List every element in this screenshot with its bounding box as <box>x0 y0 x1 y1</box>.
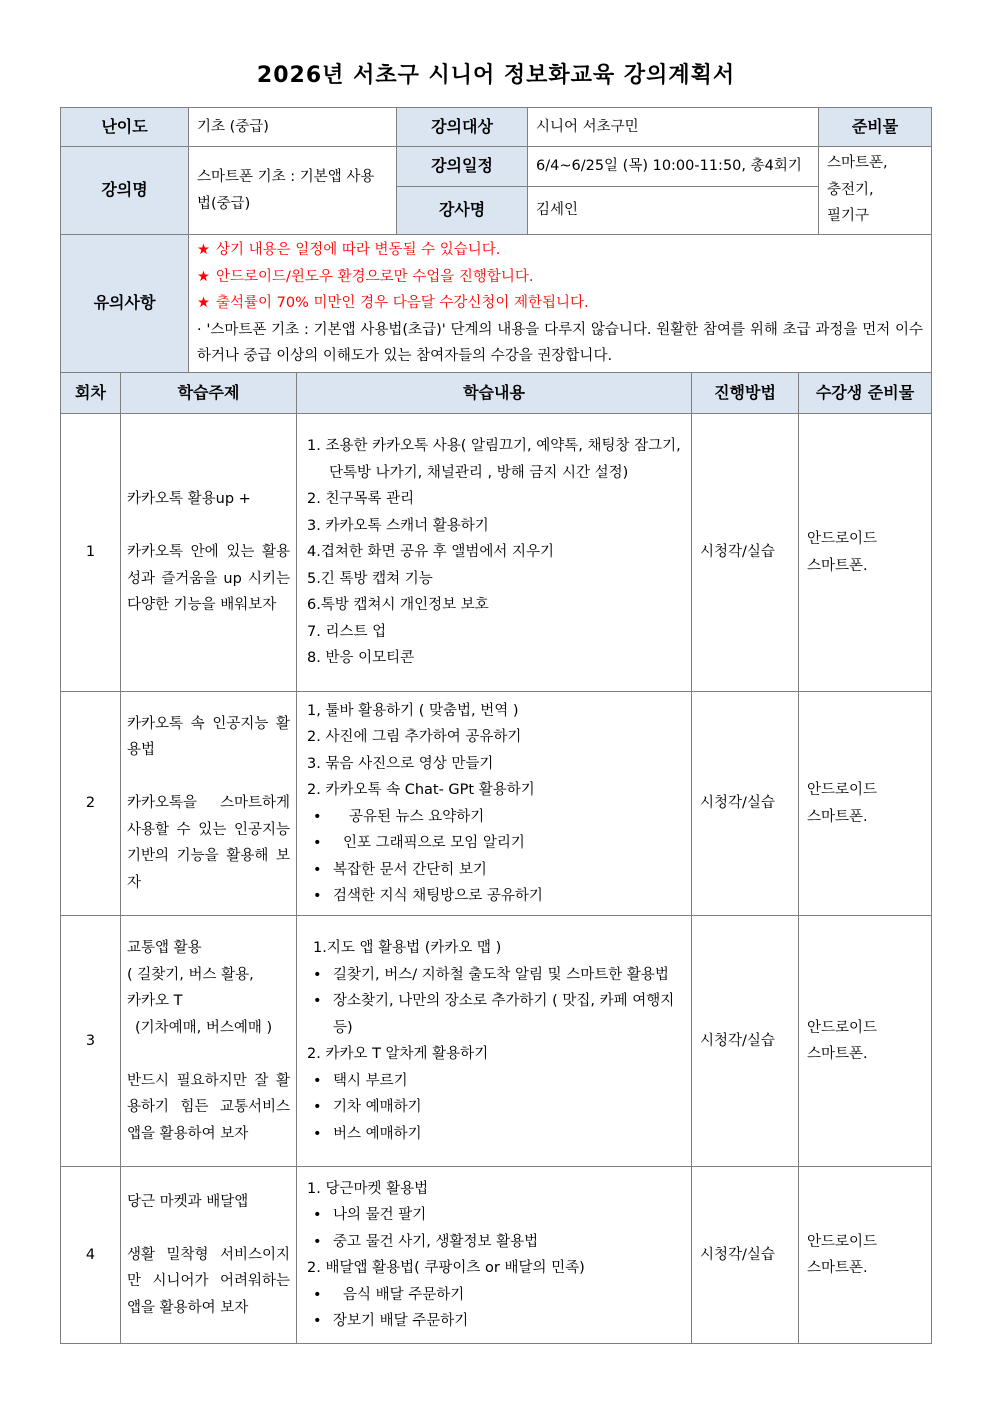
content-item: 1. 조용한 카카오톡 사용( 알림끄기, 예약톡, 채팅창 잠그기, 단톡방 나가기, 채널관리 , 방해 금지 시간 설정) <box>307 438 681 481</box>
instructor-label: 강사명 <box>397 187 528 235</box>
content-item: 2. 카카오톡 속 Chat- GPt 활용하기 <box>307 782 535 798</box>
topic-title: 교통앱 활용 <box>127 940 202 956</box>
content-bullet: • 장보기 배달 주문하기 <box>307 1308 681 1335</box>
col-header-no: 회차 <box>61 373 121 414</box>
content-cell <box>297 414 692 692</box>
prep-cell <box>799 414 932 692</box>
method-cell: 시청각/실습 <box>692 414 799 692</box>
notice-item: ★ 출석률이 70% 미만인 경우 다음달 수강신청이 제한됩니다. <box>197 295 589 312</box>
table-row <box>61 1167 932 1344</box>
page-title: 2026년 서초구 시니어 정보화교육 강의계획서 <box>256 63 736 88</box>
course-name-value: 스마트폰 기초 : 기본앱 사용법(중급) <box>189 147 397 235</box>
course-name-label: 강의명 <box>61 147 189 235</box>
content-cell <box>297 916 692 1167</box>
prep-line: 스마트폰. <box>807 1046 868 1062</box>
method-cell: 시청각/실습 <box>692 916 799 1167</box>
content-cell <box>297 1167 692 1344</box>
col-header-method: 진행방법 <box>692 373 799 414</box>
topic-description: 반드시 필요하지만 잘 활용하기 힘든 교통서비스 앱을 활용하여 보자 <box>127 1072 290 1142</box>
content-item: 8. 반응 이모티콘 <box>307 650 415 667</box>
content-item: 1. 당근마켓 활용법 <box>307 1180 429 1197</box>
content-item: 6.톡방 캡쳐시 개인정보 보호 <box>307 597 489 614</box>
content-bullet: • 길찾기, 버스/ 지하철 출도착 알림 및 스마트한 활용법 <box>307 962 681 989</box>
topic-description: 카카오톡 안에 있는 활용성과 즐거움을 up 시키는 다양한 기능을 배워보자 <box>127 544 290 614</box>
topic-title: 카카오톡 활용up + <box>127 491 251 508</box>
content-item: 2. 배달앱 활용법( 쿠팡이츠 or 배달의 민족) <box>307 1260 585 1276</box>
star-icon: ★ <box>197 295 210 312</box>
content-item: 2. 사진에 그림 추가하여 공유하기 <box>307 729 522 745</box>
topic-cell <box>121 1167 297 1344</box>
materials-item: 필기구 <box>827 208 870 224</box>
star-icon: ★ <box>197 242 210 259</box>
content-item: 2. 친구목록 관리 <box>307 491 415 508</box>
star-icon: ★ <box>197 268 210 285</box>
content-item: 3. 카카오톡 스캐너 활용하기 <box>307 517 489 534</box>
topic-title: 당근 마켓과 배달앱 <box>127 1193 249 1210</box>
session-number: 1 <box>61 414 121 692</box>
prep-line: 안드로이드 <box>807 1019 878 1036</box>
notice-label: 유의사항 <box>61 235 189 373</box>
content-bullet: • 장소찾기, 나만의 장소로 추가하기 ( 맛집, 카페 여행지 등) <box>307 988 681 1041</box>
topic-description: 카카오톡을 스마트하게 사용할 수 있는 인공지능 기반의 기능을 활용해 보자 <box>127 795 290 891</box>
topic-title: 카카오 T <box>127 993 183 1009</box>
schedule-value: 6/4~6/25일 (목) 10:00-11:50, 총4회기 <box>528 147 819 187</box>
content-item: 4.겹쳐한 화면 공유 후 앨범에서 지우기 <box>307 544 554 561</box>
topic-cell <box>121 692 297 916</box>
session-number: 3 <box>61 916 121 1167</box>
prep-line: 안드로이드 <box>807 782 878 798</box>
table-row <box>61 916 932 1167</box>
topic-title: ( 길찾기, 버스 활용, <box>127 966 254 983</box>
content-item: 3. 묶음 사진으로 영상 만들기 <box>307 755 494 772</box>
topic-title: 카카오톡 속 인공지능 활용법 <box>127 715 290 759</box>
notice-item: ★ 안드로이드/윈도우 환경으로만 수업을 진행합니다. <box>197 268 534 285</box>
content-bullet: • 중고 물건 사기, 생활정보 활용법 <box>307 1229 681 1256</box>
target-value: 시니어 서초구민 <box>528 108 819 147</box>
session-number: 4 <box>61 1167 121 1344</box>
content-bullet: • 인포 그래픽으로 모임 알리기 <box>307 830 681 857</box>
instructor-value: 김세인 <box>528 187 819 235</box>
topic-cell <box>121 414 297 692</box>
table-row <box>61 692 932 916</box>
target-label: 강의대상 <box>397 108 528 147</box>
materials-label: 준비물 <box>819 108 932 147</box>
col-header-content: 학습내용 <box>297 373 692 414</box>
topic-description: 생활 밀착형 서비스이지만 시니어가 어려워하는 앱을 활용하여 보자 <box>127 1246 290 1316</box>
prep-cell <box>799 1167 932 1344</box>
materials-item: 스마트폰, <box>827 155 888 171</box>
content-item: 7. 리스트 업 <box>307 623 387 640</box>
prep-line: 스마트폰. <box>807 557 868 574</box>
content-item: 1, 툴바 활용하기 ( 맞춤법, 번역 ) <box>307 702 519 719</box>
session-number: 2 <box>61 692 121 916</box>
content-cell <box>297 692 692 916</box>
prep-cell <box>799 916 932 1167</box>
content-bullet: • 음식 배달 주문하기 <box>307 1282 681 1309</box>
prep-cell <box>799 692 932 916</box>
difficulty-label: 난이도 <box>61 108 189 147</box>
content-bullet: • 택시 부르기 <box>307 1068 681 1095</box>
materials-item: 충전기, <box>827 181 874 198</box>
method-cell: 시청각/실습 <box>692 1167 799 1344</box>
notice-extra: · '스마트폰 기초 : 기본앱 사용법(초급)' 단계의 내용을 다루지 않습니다. 원활한 참여를 위해 초급 과정을 먼저 이수하거나 중급 이상의 이해도가 있는 참여자들의 수강을 권장합니다. <box>197 321 923 365</box>
col-header-topic: 학습주제 <box>121 373 297 414</box>
topic-cell <box>121 916 297 1167</box>
materials-value <box>819 147 932 235</box>
prep-line: 스마트폰. <box>807 1260 868 1276</box>
table-row <box>61 414 932 692</box>
content-item: 1.지도 앱 활용법 (카카오 맵 ) <box>313 940 502 956</box>
content-bullet: • 검색한 지식 채팅방으로 공유하기 <box>307 883 681 910</box>
prep-line: 안드로이드 <box>807 531 878 547</box>
method-cell: 시청각/실습 <box>692 692 799 916</box>
notice-content <box>189 235 932 373</box>
prep-line: 스마트폰. <box>807 808 868 825</box>
course-info-table <box>60 107 932 373</box>
content-item: 5.긴 톡방 캡쳐 기능 <box>307 570 433 587</box>
difficulty-value: 기초 (중급) <box>189 108 397 147</box>
prep-line: 안드로이드 <box>807 1233 878 1250</box>
content-bullet: • 기차 예매하기 <box>307 1094 681 1121</box>
content-bullet: • 복잡한 문서 간단히 보기 <box>307 857 681 884</box>
col-header-prep: 수강생 준비물 <box>799 373 932 414</box>
notice-item: ★ 상기 내용은 일정에 따라 변동될 수 있습니다. <box>197 242 501 259</box>
schedule-label: 강의일정 <box>397 147 528 187</box>
content-bullet: • 공유된 뉴스 요약하기 <box>307 804 681 831</box>
content-item: 2. 카카오 T 알차게 활용하기 <box>307 1046 489 1062</box>
content-bullet: • 버스 예매하기 <box>307 1121 681 1148</box>
schedule-table <box>60 372 932 1344</box>
topic-title: (기차예매, 버스예매 ) <box>135 1019 273 1036</box>
content-bullet: • 나의 물건 팔기 <box>307 1202 681 1229</box>
